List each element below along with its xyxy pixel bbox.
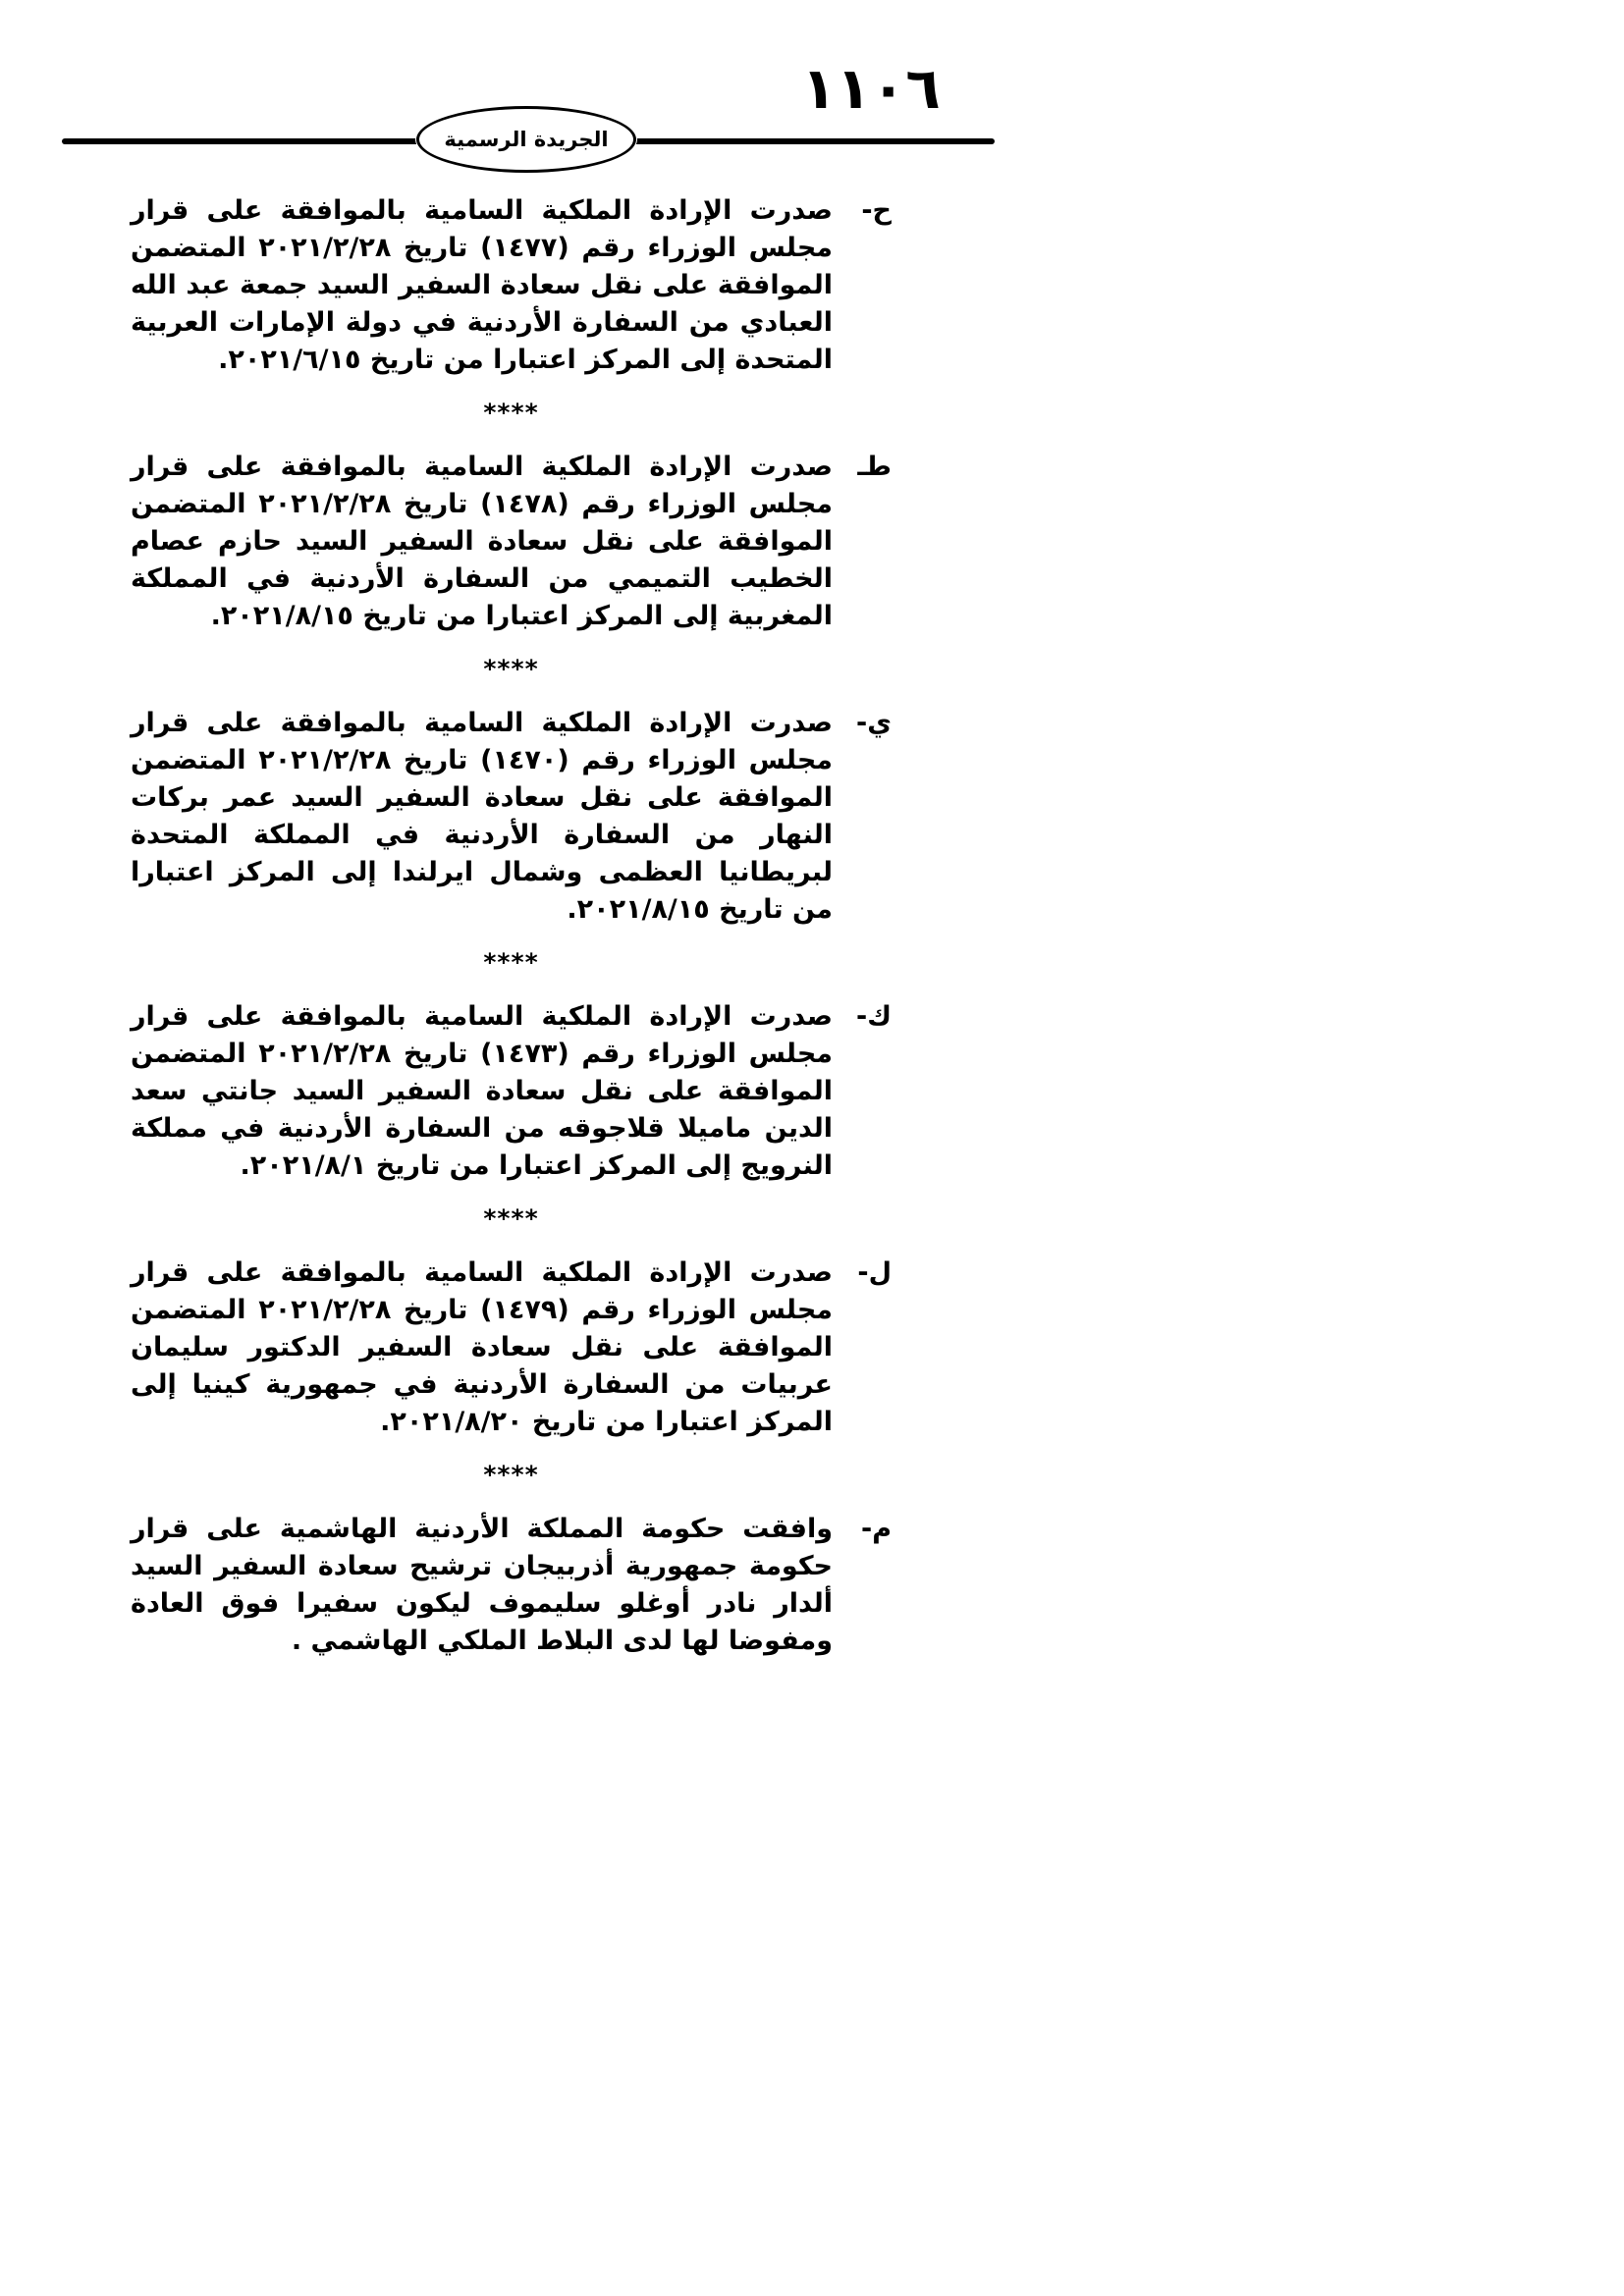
entry-text: صدرت الإرادة الملكية السامية بالموافقة على قرار مجلس الوزراء رقم (١٤٧٩) تاريخ ٢٠٢١/٢/٢٨ المتضمن الموافقة على نقل سعادة السفير الدكتور سليمان عربيات من السفارة الأردنية في جمهورية كينيا إلى المركز اعتبارا من تاريخ ٢٠٢١/٨/٢٠. bbox=[131, 1257, 834, 1437]
gazette-banner-ellipse bbox=[416, 106, 636, 173]
entry-marker: ل- bbox=[857, 1257, 892, 1288]
entry-text: صدرت الإرادة الملكية السامية بالموافقة على قرار مجلس الوزراء رقم (١٤٧٧) تاريخ ٢٠٢١/٢/٢٨ المتضمن الموافقة على نقل سعادة السفير السيد جمعة عبد الله العبادي من السفارة الأردنية في دولة الإمارات العربية المتحدة إلى المركز اعتبارا من تاريخ ٢٠٢١/٦/١٥. bbox=[131, 195, 834, 375]
stars-separator: **** bbox=[483, 655, 539, 683]
stars-separator: **** bbox=[483, 1204, 539, 1233]
stars-separator: **** bbox=[483, 1461, 539, 1489]
stars-separator: **** bbox=[483, 948, 539, 977]
gazette-entry bbox=[131, 1511, 892, 1660]
entry-marker: م- bbox=[861, 1514, 892, 1544]
entry-marker: ك- bbox=[856, 1001, 892, 1032]
gazette-banner-title: الجريدة الرسمية bbox=[444, 128, 609, 151]
entry-marker: طـ bbox=[857, 452, 892, 482]
entry-marker: ي- bbox=[856, 708, 892, 738]
stars-separator: **** bbox=[483, 399, 539, 427]
entry-text: وافقت حكومة المملكة الأردنية الهاشمية على قرار حكومة جمهورية أذربيجان ترشيح سعادة السفير السيد ألدار نادر أوغلو سليموف ليكون سفيرا فوق العادة ومفوضا لها لدى البلاط الملكي الهاشمي . bbox=[131, 1514, 833, 1656]
page-number: ١١٠٦ bbox=[801, 55, 941, 122]
gazette-entry bbox=[131, 449, 892, 635]
entry-text: صدرت الإرادة الملكية السامية بالموافقة على قرار مجلس الوزراء رقم (١٤٧٣) تاريخ ٢٠٢١/٢/٢٨ المتضمن الموافقة على نقل سعادة السفير السيد جانتي سعد الدين ماميلا قلاجوقه من السفارة الأردنية في مملكة النرويج إلى المركز اعتبارا من تاريخ ٢٠٢١/٨/١. bbox=[131, 1001, 834, 1181]
entry-text: صدرت الإرادة الملكية السامية بالموافقة على قرار مجلس الوزراء رقم (١٤٧٨) تاريخ ٢٠٢١/٢/٢٨ المتضمن الموافقة على نقل سعادة السفير السيد حازم عصام الخطيب التميمي من السفارة الأردنية في المملكة المغربية إلى المركز اعتبارا من تاريخ ٢٠٢١/٨/١٥. bbox=[131, 452, 834, 631]
gazette-entry bbox=[131, 192, 892, 379]
entry-marker: ح- bbox=[861, 195, 892, 226]
gazette-entry bbox=[131, 705, 892, 929]
content-column bbox=[131, 192, 892, 1660]
entry-text: صدرت الإرادة الملكية السامية بالموافقة على قرار مجلس الوزراء رقم (١٤٧٠) تاريخ ٢٠٢١/٢/٢٨ المتضمن الموافقة على نقل سعادة السفير السيد عمر بركات النهار من السفارة الأردنية في المملكة المتحدة لبريطانيا العظمى وشمال ايرلندا إلى المركز اعتبارا من تاريخ ٢٠٢١/٨/١٥. bbox=[131, 708, 834, 925]
gazette-entry bbox=[131, 1255, 892, 1441]
gazette-entry bbox=[131, 998, 892, 1185]
